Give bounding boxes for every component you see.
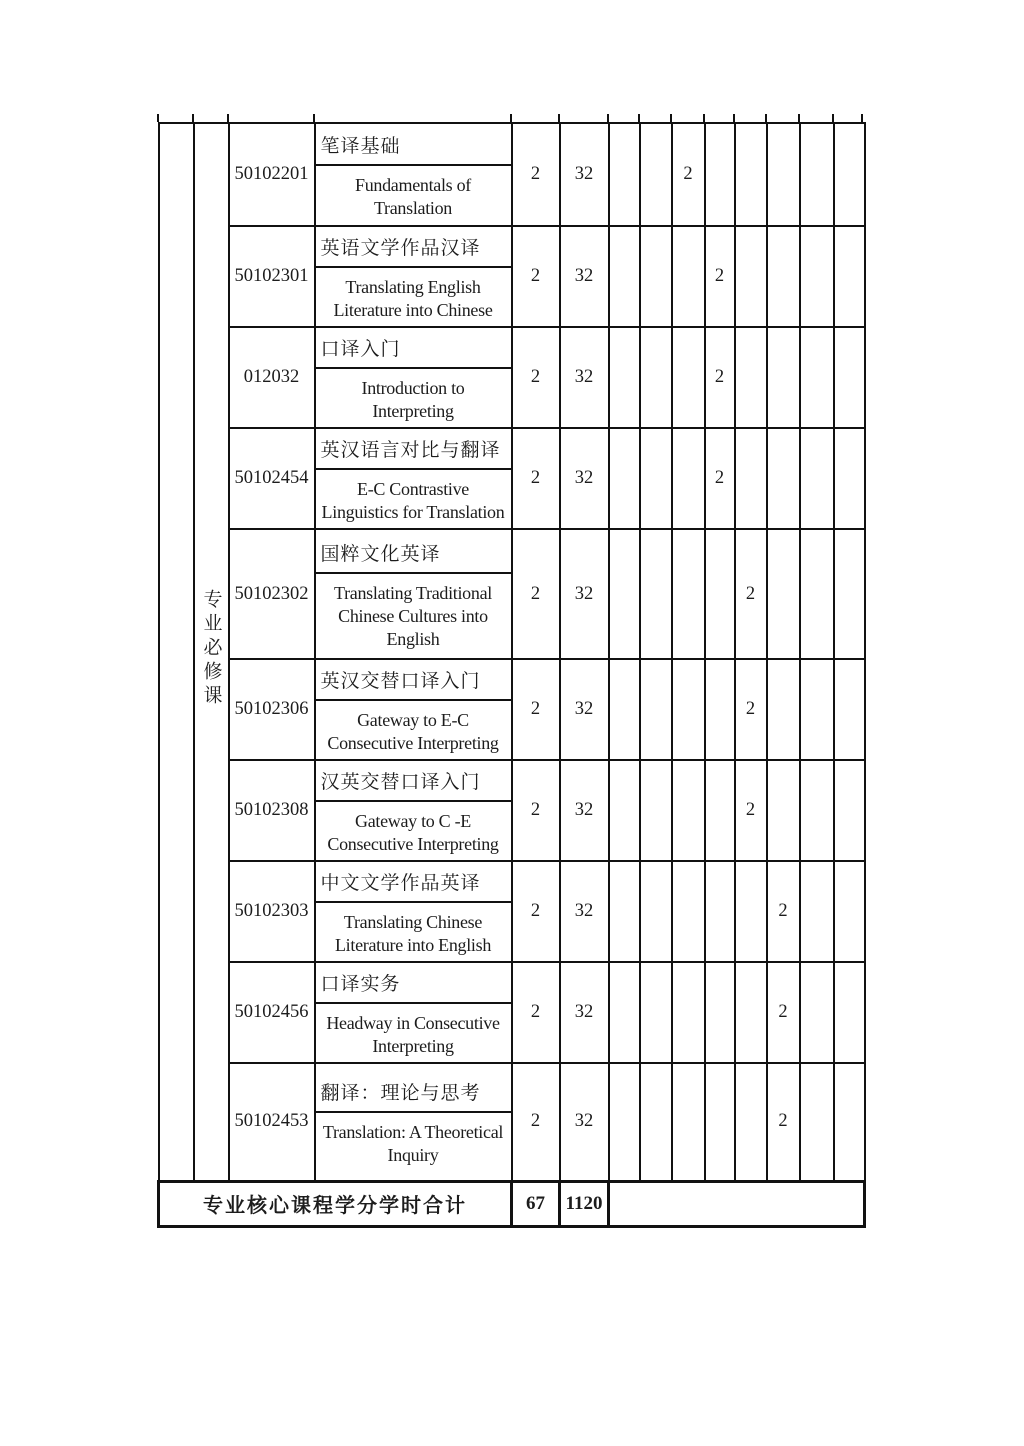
course-name-cell [315, 123, 512, 226]
semester-6-cell: 2 [767, 1063, 800, 1181]
credits-cell: 2 [512, 659, 560, 760]
course-name-cn: 英语文学作品汉译 [316, 227, 511, 268]
semester-3-cell [672, 861, 705, 962]
semester-1-cell [609, 123, 640, 226]
semester-2-cell [640, 1063, 672, 1181]
course-name-en: Translating Chinese Literature into English [334, 912, 492, 955]
course-name-cell [315, 327, 512, 428]
course-name-cell [315, 659, 512, 760]
semester-6-cell [767, 226, 800, 327]
semester-2-cell [640, 123, 672, 226]
hours-cell: 32 [560, 760, 609, 861]
semester-1-cell [609, 760, 640, 861]
course-code: 50102302 [229, 529, 315, 659]
hours-cell: 32 [560, 962, 609, 1063]
semester-1-cell [609, 861, 640, 962]
semester-8-cell [834, 861, 865, 962]
semester-4-cell [705, 760, 735, 861]
course-row [159, 428, 865, 529]
semester-3-cell [672, 760, 705, 861]
semester-3-cell [672, 1063, 705, 1181]
course-name-en: Fundamentals of Translation [355, 175, 471, 218]
semester-2-cell [640, 529, 672, 659]
semester-1-cell [609, 226, 640, 327]
course-name-cn: 笔译基础 [316, 125, 511, 166]
outer-empty-column [159, 123, 194, 1181]
semester-4-cell [705, 123, 735, 226]
semester-4-cell: 2 [705, 428, 735, 529]
course-name-cell [315, 760, 512, 861]
semester-3-cell [672, 327, 705, 428]
hours-cell: 32 [560, 659, 609, 760]
semester-6-cell: 2 [767, 962, 800, 1063]
credits-cell: 2 [512, 962, 560, 1063]
semester-8-cell [834, 1063, 865, 1181]
course-code: 50102301 [229, 226, 315, 327]
semester-6-cell [767, 327, 800, 428]
semester-8-cell [834, 428, 865, 529]
semester-1-cell [609, 962, 640, 1063]
course-code: 50102306 [229, 659, 315, 760]
course-name-en: Gateway to E-C Consecutive Interpreting [327, 710, 499, 753]
course-name-cn: 口译入门 [316, 328, 511, 369]
course-code: 50102201 [229, 123, 315, 226]
semester-4-cell [705, 861, 735, 962]
semester-4-cell [705, 962, 735, 1063]
course-code: 50102303 [229, 861, 315, 962]
semester-2-cell [640, 226, 672, 327]
semester-3-cell [672, 659, 705, 760]
curriculum-table [157, 122, 866, 1228]
semester-4-cell: 2 [705, 226, 735, 327]
semester-7-cell [800, 123, 834, 226]
credits-cell: 2 [512, 1063, 560, 1181]
category-cell [194, 123, 229, 1181]
category-label: 专业必修课 [200, 588, 222, 709]
semester-3-cell [672, 529, 705, 659]
course-name-en: Headway in Consecutive Interpreting [326, 1013, 500, 1056]
semester-2-cell [640, 760, 672, 861]
course-row [159, 659, 865, 760]
semester-8-cell [834, 962, 865, 1063]
hours-cell: 32 [560, 529, 609, 659]
semester-6-cell: 2 [767, 861, 800, 962]
hours-cell: 32 [560, 1063, 609, 1181]
course-name-en: Translation: A Theoretical Inquiry [322, 1122, 504, 1166]
hours-cell: 32 [560, 226, 609, 327]
semester-8-cell [834, 226, 865, 327]
credits-cell: 2 [512, 428, 560, 529]
total-row [159, 1181, 865, 1226]
hours-cell: 32 [560, 861, 609, 962]
course-row [159, 962, 865, 1063]
course-row [159, 760, 865, 861]
course-name-cn: 汉英交替口译入门 [316, 761, 511, 802]
semester-3-cell [672, 226, 705, 327]
semester-7-cell [800, 226, 834, 327]
semester-5-cell: 2 [735, 529, 767, 659]
course-row [159, 1063, 865, 1181]
course-name-cn: 口译实务 [316, 963, 511, 1004]
total-empty-cell [609, 1181, 865, 1226]
semester-7-cell [800, 1063, 834, 1181]
semester-4-cell [705, 1063, 735, 1181]
course-code: 012032 [229, 327, 315, 428]
semester-8-cell [834, 659, 865, 760]
semester-7-cell [800, 428, 834, 529]
course-name-en: Introduction to Interpreting [361, 378, 465, 421]
semester-2-cell [640, 428, 672, 529]
semester-6-cell [767, 760, 800, 861]
course-code: 50102456 [229, 962, 315, 1063]
course-row [159, 327, 865, 428]
semester-1-cell [609, 1063, 640, 1181]
semester-7-cell [800, 529, 834, 659]
semester-8-cell [834, 529, 865, 659]
semester-5-cell [735, 861, 767, 962]
total-label: 专业核心课程学分学时合计 [159, 1181, 512, 1226]
course-code: 50102453 [229, 1063, 315, 1181]
semester-5-cell [735, 962, 767, 1063]
course-name-en: E-C Contrastive Linguistics for Translation [321, 479, 505, 522]
course-row [159, 226, 865, 327]
semester-4-cell: 2 [705, 327, 735, 428]
course-name-cell [315, 962, 512, 1063]
credits-cell: 2 [512, 529, 560, 659]
credits-cell: 2 [512, 861, 560, 962]
course-name-cn: 中文文学作品英译 [316, 862, 511, 903]
semester-3-cell [672, 962, 705, 1063]
semester-5-cell [735, 123, 767, 226]
course-name-cell [315, 226, 512, 327]
semester-7-cell [800, 861, 834, 962]
semester-1-cell [609, 428, 640, 529]
semester-5-cell [735, 226, 767, 327]
semester-4-cell [705, 659, 735, 760]
semester-8-cell [834, 327, 865, 428]
semester-6-cell [767, 428, 800, 529]
semester-7-cell [800, 327, 834, 428]
semester-2-cell [640, 861, 672, 962]
semester-4-cell [705, 529, 735, 659]
semester-6-cell [767, 659, 800, 760]
hours-cell: 32 [560, 428, 609, 529]
semester-3-cell: 2 [672, 123, 705, 226]
semester-8-cell [834, 123, 865, 226]
page-break-line-stubs [157, 114, 865, 122]
course-name-cn: 翻译：理论与思考 [316, 1072, 511, 1113]
semester-1-cell [609, 659, 640, 760]
hours-cell: 32 [560, 327, 609, 428]
course-name-cell [315, 529, 512, 659]
course-name-cell [315, 1063, 512, 1181]
course-row [159, 123, 865, 226]
credits-cell: 2 [512, 123, 560, 226]
total-hours: 1120 [560, 1181, 609, 1226]
hours-cell: 32 [560, 123, 609, 226]
course-code: 50102454 [229, 428, 315, 529]
semester-2-cell [640, 962, 672, 1063]
semester-7-cell [800, 659, 834, 760]
credits-cell: 2 [512, 226, 560, 327]
semester-1-cell [609, 529, 640, 659]
course-row [159, 529, 865, 659]
total-credits: 67 [512, 1181, 560, 1226]
semester-7-cell [800, 962, 834, 1063]
course-name-cn: 英汉交替口译入门 [316, 660, 511, 701]
credits-cell: 2 [512, 327, 560, 428]
semester-5-cell: 2 [735, 659, 767, 760]
semester-8-cell [834, 760, 865, 861]
semester-5-cell: 2 [735, 760, 767, 861]
course-name-cell [315, 428, 512, 529]
semester-5-cell [735, 327, 767, 428]
semester-5-cell [735, 428, 767, 529]
course-name-en: Translating Traditional Chinese Cultures into English [334, 583, 492, 649]
course-name-en: Translating English Literature into Chinese [333, 277, 493, 320]
semester-7-cell [800, 760, 834, 861]
course-code: 50102308 [229, 760, 315, 861]
course-name-cn: 国粹文化英译 [316, 533, 511, 574]
semester-2-cell [640, 327, 672, 428]
credits-cell: 2 [512, 760, 560, 861]
semester-6-cell [767, 123, 800, 226]
course-name-cell [315, 861, 512, 962]
semester-5-cell [735, 1063, 767, 1181]
semester-2-cell [640, 659, 672, 760]
semester-3-cell [672, 428, 705, 529]
course-row [159, 861, 865, 962]
semester-6-cell [767, 529, 800, 659]
course-name-en: Gateway to C -E Consecutive Interpreting [327, 811, 499, 854]
course-name-cn: 英汉语言对比与翻译 [316, 429, 511, 470]
semester-1-cell [609, 327, 640, 428]
